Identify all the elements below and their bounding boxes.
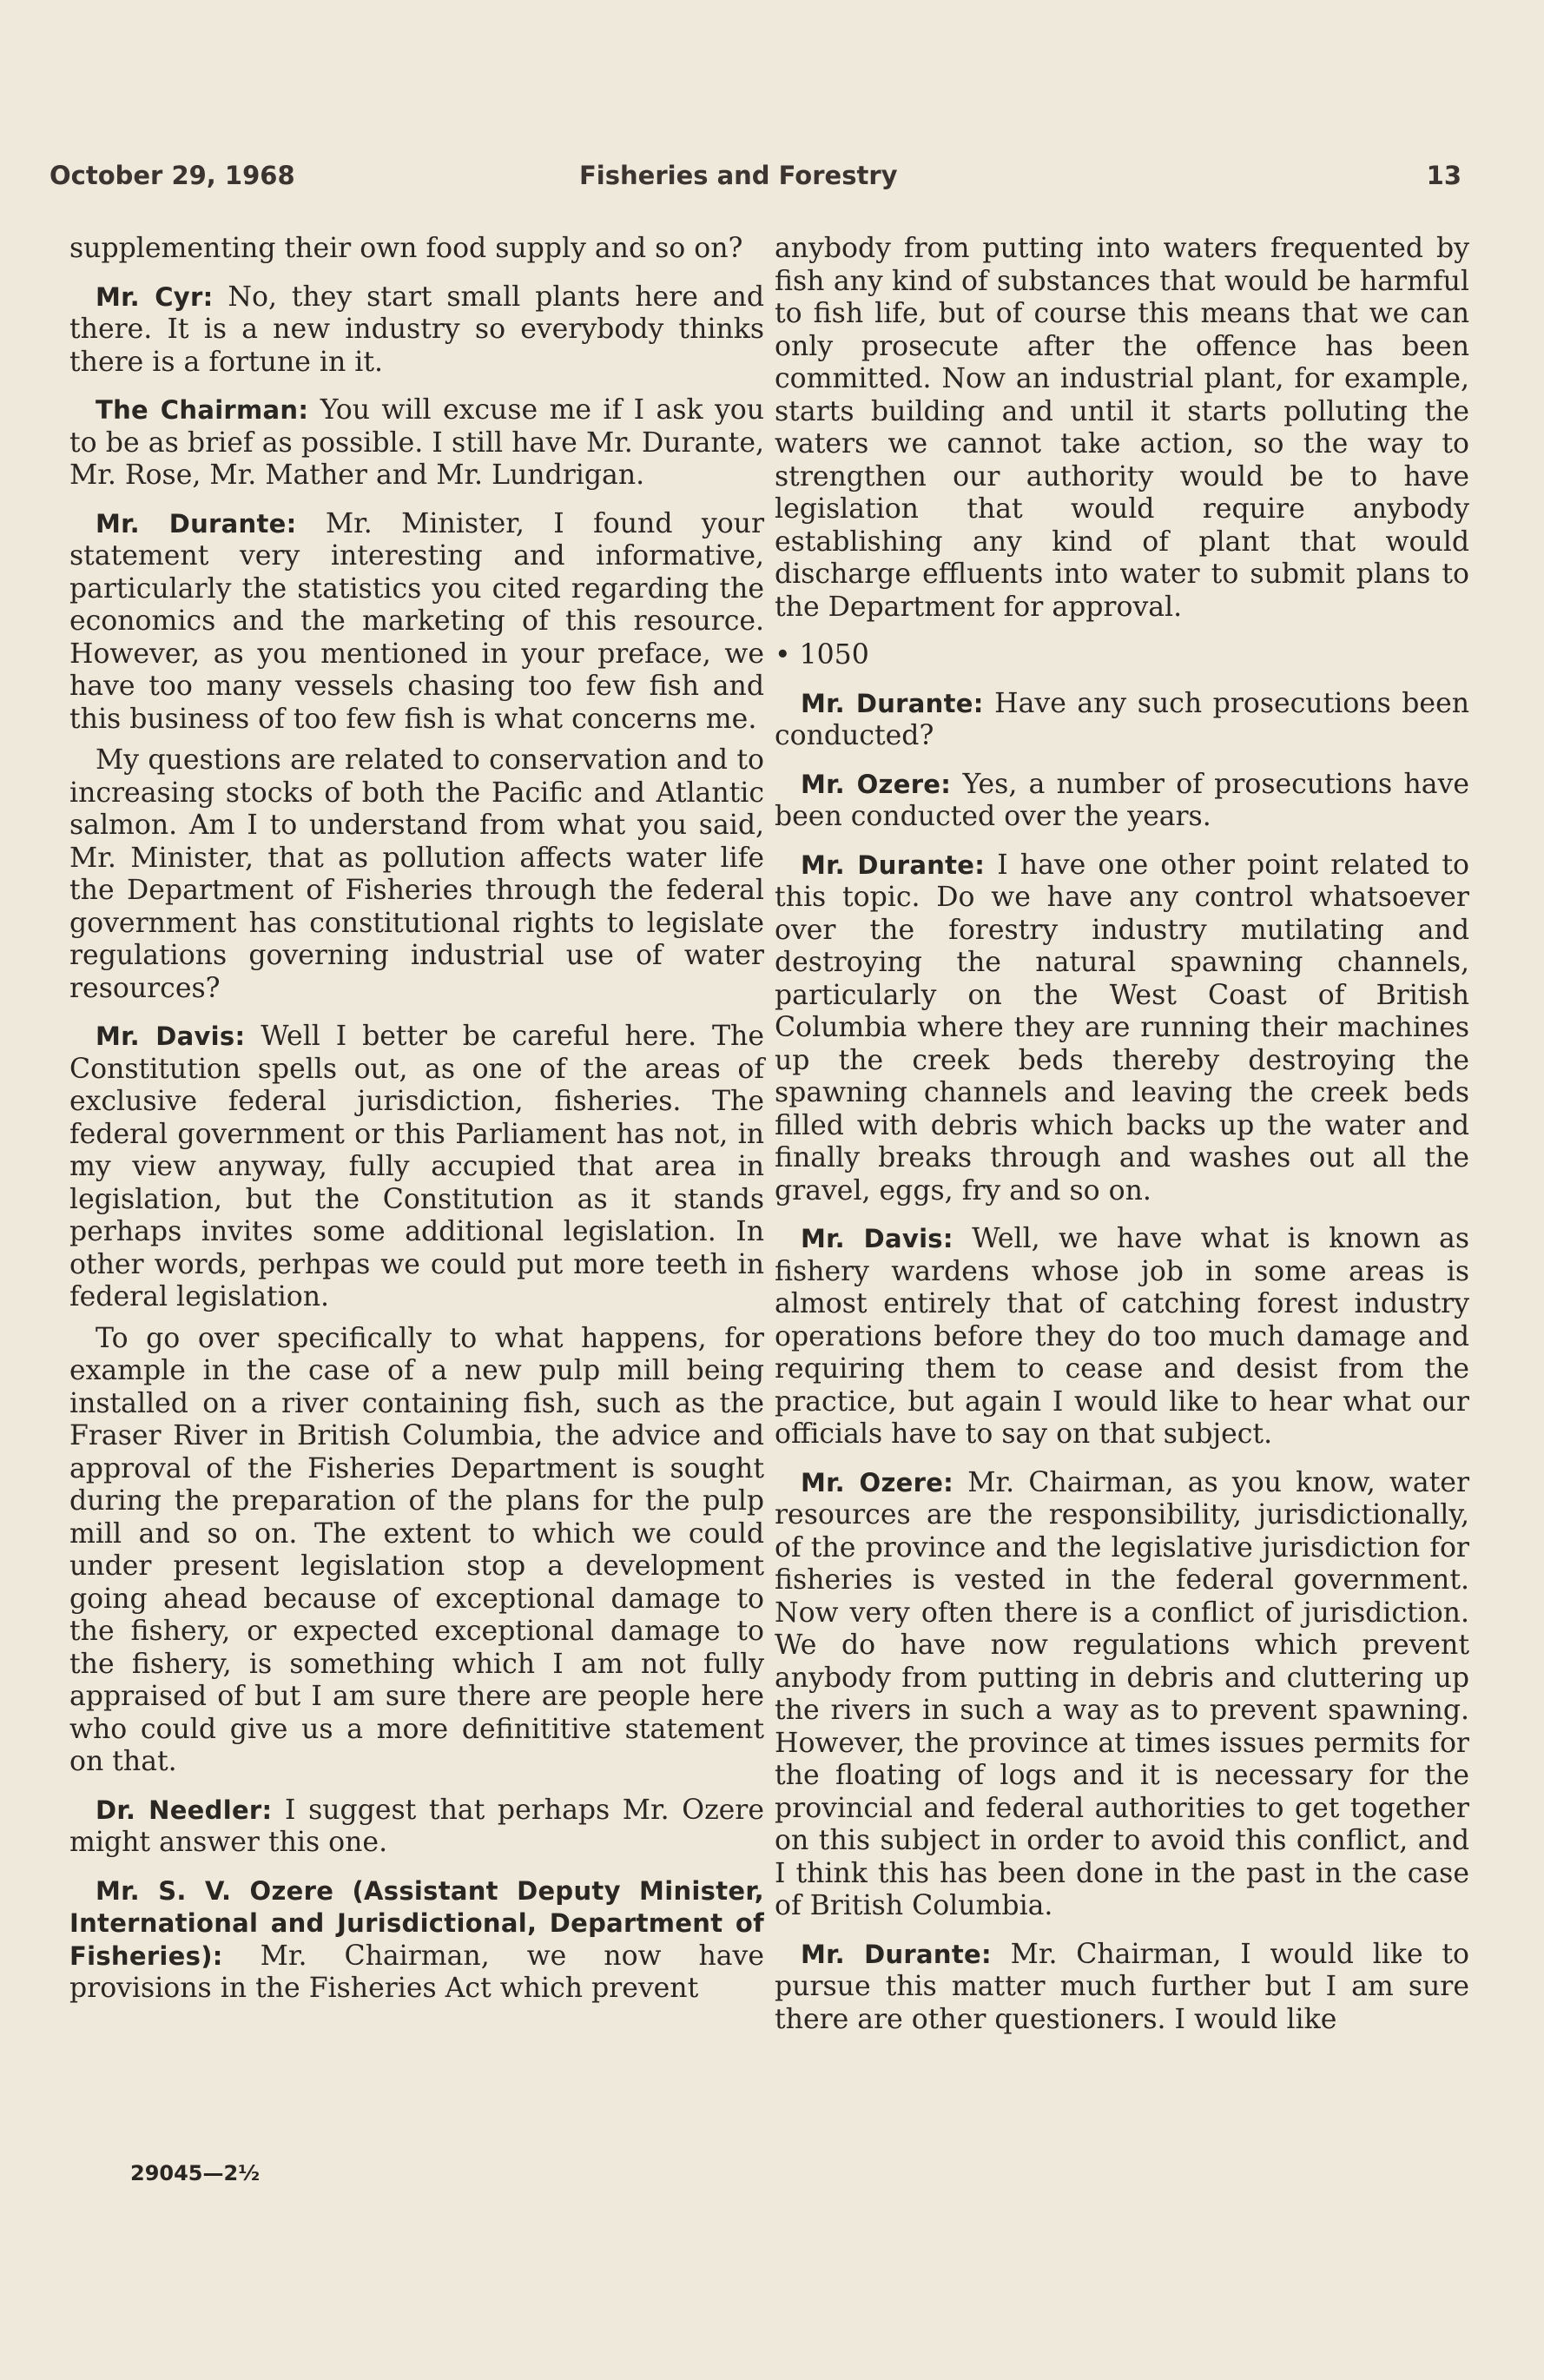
paragraph [775, 1939, 1469, 2037]
speaker-name: Mr. Durante: [801, 688, 984, 718]
paragraph-text: To go over specifically to what happens, for example in the case of a new pulp mill being installed on a river containing fish, such as the Fraser River in British Columbia, the advice and approval of the Fisheries Department is sought during the preparation of the plans for the pulp mill and so on. The extent to which we could under present legislation stop a development going ahead because of exceptional damage to the fishery, or expected exceptional damage to the fishery, is something which I am not fully appraised of but I am sure there are people here who could give us a more definititive statement on that. [69, 1322, 764, 1777]
speaker-name: Mr. S. V. Ozere (Assistant Deputy Minister, International and Jurisdictional, Department of Fisheries): [69, 1875, 764, 1971]
left-column [69, 233, 764, 2021]
speaker-name: Mr. Ozere: [801, 1467, 954, 1497]
paragraph-text: Well I better be careful here. The Constitution spells out, as one of the areas of exclusive federal jurisdiction, fisheries. The federal government or this Parliament has not, in my view anyway, fully accupied that area in legislation, but the Constitution as it stands perhaps invites some additional legislation. In other words, perhpas we could put more teeth in federal legislation. [69, 1021, 764, 1312]
paragraph [69, 508, 764, 737]
time-marker [775, 639, 1469, 672]
page-number: 13 [1426, 161, 1462, 190]
header-date: October 29, 1968 [49, 161, 295, 190]
speaker-name: Mr. Durante: [96, 508, 297, 539]
paragraph-text: No, they start small plants here and there. It is a new industry so everybody thinks there is a fortune in it. [69, 281, 765, 378]
paragraph [775, 688, 1469, 753]
speaker-name: Mr. Davis: [801, 1224, 953, 1253]
speaker-name: Mr. Durante: [801, 1939, 992, 1969]
time-marker-text: • 1050 [775, 639, 869, 671]
paragraph-text: Mr. Chairman, I would like to pursue this matter much further but I am sure there are other questioners. I would like [775, 1938, 1470, 2035]
paragraph-text: Well, we have what is known as fishery wardens whose job in some areas is almost entirely that of catching forest industry operations before they do too much damage and requiring them to cease and desist from the practice, but again I would like to hear what our officials have to say on that subject. [775, 1223, 1469, 1450]
speaker-name: Mr. Ozere: [801, 769, 952, 799]
paragraph [69, 1875, 764, 2006]
paragraph-text: Mr. Chairman, we now have provisions in the Fisheries Act which prevent [69, 1940, 764, 2004]
running-header [49, 161, 1462, 195]
paragraph [69, 394, 764, 493]
paragraph [69, 744, 764, 1005]
paragraph-text: Have any such prosecutions been conducted? [775, 687, 1470, 751]
speaker-name: Mr. Davis: [96, 1021, 246, 1051]
paragraph [775, 769, 1469, 834]
paragraph-text: My questions are related to conservation and to increasing stocks of both the Pacific and Atlantic salmon. Am I to understand from what you said, Mr. Minister, that as pollution affects water life the Department of Fisheries through the federal government has constitutional rights to legislate regulations governing industrial use of water resources? [69, 744, 764, 1004]
printing-code: 29045—2½ [130, 2161, 261, 2185]
speaker-name: The Chairman: [96, 395, 309, 425]
paragraph [775, 233, 1469, 624]
right-column [775, 233, 1469, 2052]
paragraph [775, 1467, 1469, 1923]
speaker-name: Mr. Cyr: [96, 281, 214, 312]
speaker-name: Mr. Durante: [801, 850, 986, 880]
paragraph [69, 233, 764, 266]
paragraph [69, 1021, 764, 1314]
paragraph-text: I have one other point related to this topic. Do we have any control whatsoever over the forestry industry mutilating and destroying the natural spawning channels, particularly on the West Coast of British Columbia where they are running their machines up the creek beds thereby destroying the spawning channels and leaving the creek beds filled with debris which backs up the water and finally breaks through and washes out all the gravel, eggs, fry and so on. [775, 849, 1469, 1207]
paragraph [69, 1795, 764, 1860]
header-title: Fisheries and Forestry [579, 161, 898, 190]
paragraph-text: Mr. Chairman, as you know, water resources are the responsibility, jurisdictionally, of the province and the legislative jurisdiction for fisheries is vested in the federal government. Now very often there is a conflict of jurisdiction. We do have now regulations which prevent anybody from putting in debris and cluttering up the rivers in such a way as to prevent spawning. However, the province at times issues permits for the floating of logs and it is necessary for the provincial and federal authorities to get together on this subject in order to avoid this conflict, and I think this has been done in the past in the case of British Columbia. [775, 1466, 1470, 1921]
paragraph [69, 281, 764, 380]
speaker-name: Dr. Needler: [96, 1795, 273, 1825]
paragraph [775, 1223, 1469, 1451]
paragraph [775, 850, 1469, 1208]
paragraph-text: Yes, a number of prosecutions have been conducted over the years. [775, 768, 1470, 832]
paragraph-text: anybody from putting into waters frequented by fish any kind of substances that would be harmful to fish life, but of course this means that we can only prosecute after the offence has been committed. Now an industrial plant, for example, starts building and until it starts polluting the waters we cannot take action, so the way to strengthen our authority would be to have legislation that would require anybody establishing any kind of plant that would discharge effluents into water to submit plans to the Department for approval. [775, 233, 1469, 623]
paragraph-text: You will excuse me if I ask you to be as brief as possible. I still have Mr. Durante, Mr. Rose, Mr. Mather and Mr. Lundrigan. [69, 394, 764, 491]
paragraph-text: Mr. Minister, I found your statement very interesting and informative, particularly the statistics you cited regarding the economics and the marketing of this resource. However, as you mentioned in your preface, we have too many vessels chasing too few fish and this business of too few fish is what concerns me. [69, 507, 765, 735]
paragraph-text: supplementing their own food supply and so on? [69, 233, 743, 264]
paragraph-text: I suggest that perhaps Mr. Ozere might answer this one. [69, 1794, 765, 1858]
paragraph [69, 1323, 764, 1779]
